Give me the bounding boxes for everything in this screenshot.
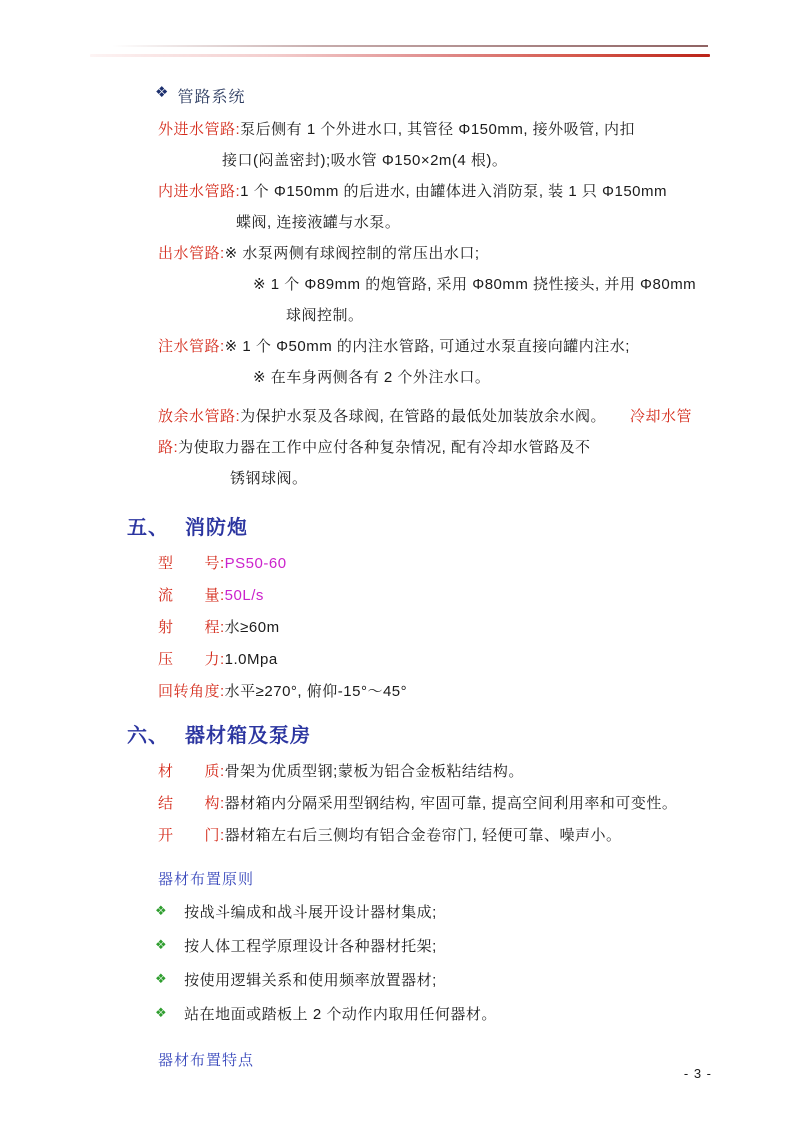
para-line — [158, 114, 800, 145]
spec-label: 回转角度: — [158, 683, 225, 700]
outlet-label: 出水管路: — [158, 245, 225, 262]
principle-text: 按人体工程学原理设计各种器材托架; — [184, 938, 437, 955]
para-line — [253, 269, 800, 300]
spec-label: 流 量: — [158, 587, 225, 604]
principle-item — [155, 963, 800, 997]
spec-row-flow — [158, 580, 800, 612]
spec-label: 压 力: — [158, 651, 225, 668]
principle-item — [155, 895, 800, 929]
external-inlet-line2: 接口(闷盖密封);吸水管 Φ150×2m(4 根)。 — [222, 152, 508, 169]
cooling-label-head: 冷却水管 — [630, 408, 693, 425]
section-title: 消防炮 — [185, 517, 248, 539]
para-line — [230, 463, 800, 494]
filling-line1: ※ 1 个 Φ50mm 的内注水管路, 可通过水泵直接向罐内注水; — [224, 338, 630, 355]
green-diamond-bullet-icon: ❖ — [155, 937, 168, 952]
para-line — [222, 145, 800, 176]
row-value: 器材箱左右后三侧均有铝合金卷帘门, 轻便可靠、噪声小。 — [224, 827, 622, 844]
principle-text: 按战斗编成和战斗展开设计器材集成; — [184, 904, 437, 921]
section-heading-equipment-box — [127, 716, 800, 756]
cooling-line1: 为使取力器在工作中应付各种复杂情况, 配有冷却水管路及不 — [178, 439, 591, 456]
diamond-bullet-icon: ❖ — [155, 84, 169, 101]
features-title: 器材布置特点 — [158, 1052, 255, 1069]
row-label: 结 构: — [158, 795, 225, 812]
spec-value: PS50-60 — [224, 555, 287, 572]
spec-row-model — [158, 548, 800, 580]
section-title: 器材箱及泵房 — [185, 725, 311, 747]
outlet-line1: ※ 水泵两侧有球阀控制的常压出水口; — [224, 245, 480, 262]
para-line — [158, 432, 800, 463]
spec-row-pressure — [158, 644, 800, 676]
para-line — [158, 331, 800, 362]
para-line — [158, 176, 800, 207]
para-drain-cooling — [0, 401, 800, 494]
principles-title: 器材布置原则 — [158, 871, 255, 888]
green-diamond-bullet-icon: ❖ — [155, 971, 168, 986]
spec-value: 水平≥270°, 俯仰-15°～45° — [224, 683, 408, 700]
principle-item — [155, 929, 800, 963]
equipment-row-doors — [158, 820, 800, 852]
external-inlet-line1: 泵后侧有 1 个外进水口, 其管径 Φ150mm, 接外吸管, 内扣 — [240, 121, 636, 138]
para-outlet — [0, 238, 800, 331]
piping-section-title: 管路系统 — [177, 89, 246, 106]
green-diamond-bullet-icon: ❖ — [155, 1005, 168, 1020]
piping-section-heading — [155, 76, 800, 114]
filling-line2: ※ 在车身两侧各有 2 个外注水口。 — [253, 369, 491, 386]
filling-label: 注水管路: — [158, 338, 225, 355]
spec-label: 型 号: — [158, 555, 225, 572]
internal-inlet-label: 内进水管路: — [158, 183, 241, 200]
spec-row-rotation — [158, 676, 800, 708]
drain-text: 为保护水泵及各球阀, 在管路的最低处加装放余水阀。 — [240, 408, 607, 425]
spec-label: 射 程: — [158, 619, 225, 636]
section-heading-fire-monitor — [127, 508, 800, 548]
internal-inlet-line2: 蝶阀, 连接液罐与水泵。 — [236, 214, 401, 231]
para-line — [253, 362, 800, 393]
section-number: 五、 — [127, 517, 169, 539]
outlet-line2: ※ 1 个 Φ89mm 的炮管路, 采用 Φ80mm 挠性接头, 并用 Φ80mm — [253, 276, 697, 293]
cooling-line2: 锈钢球阀。 — [230, 470, 308, 487]
para-line — [286, 300, 800, 331]
external-inlet-label: 外进水管路: — [158, 121, 241, 138]
spec-row-range — [158, 612, 800, 644]
equipment-row-material — [158, 756, 800, 788]
spec-value: 50L/s — [224, 587, 264, 604]
section-number: 六、 — [127, 725, 169, 747]
spec-value: 1.0Mpa — [224, 651, 278, 668]
row-value: 器材箱内分隔采用型钢结构, 牢固可靠, 提高空间利用率和可变性。 — [224, 795, 678, 812]
internal-inlet-line1: 1 个 Φ150mm 的后进水, 由罐体进入消防泵, 装 1 只 Φ150mm — [240, 183, 668, 200]
para-line — [158, 238, 800, 269]
green-diamond-bullet-icon: ❖ — [155, 903, 168, 918]
spec-value: 水≥60m — [224, 619, 280, 636]
row-label: 材 质: — [158, 763, 225, 780]
page-number: - 3 - — [683, 1066, 712, 1081]
para-filling — [0, 331, 800, 393]
principle-item — [155, 997, 800, 1031]
para-internal-inlet — [0, 176, 800, 238]
para-line — [158, 401, 800, 432]
equipment-row-structure — [158, 788, 800, 820]
principle-text: 站在地面或踏板上 2 个动作内取用任何器材。 — [184, 1006, 497, 1023]
outlet-line3: 球阀控制。 — [286, 307, 364, 324]
row-label: 开 门: — [158, 827, 225, 844]
drain-label: 放余水管路: — [158, 408, 241, 425]
row-value: 骨架为优质型钢;蒙板为铝合金板粘结结构。 — [224, 763, 524, 780]
cooling-label-tail: 路: — [158, 439, 179, 456]
para-line — [236, 207, 800, 238]
para-external-inlet — [0, 114, 800, 176]
principle-text: 按使用逻辑关系和使用频率放置器材; — [184, 972, 437, 989]
